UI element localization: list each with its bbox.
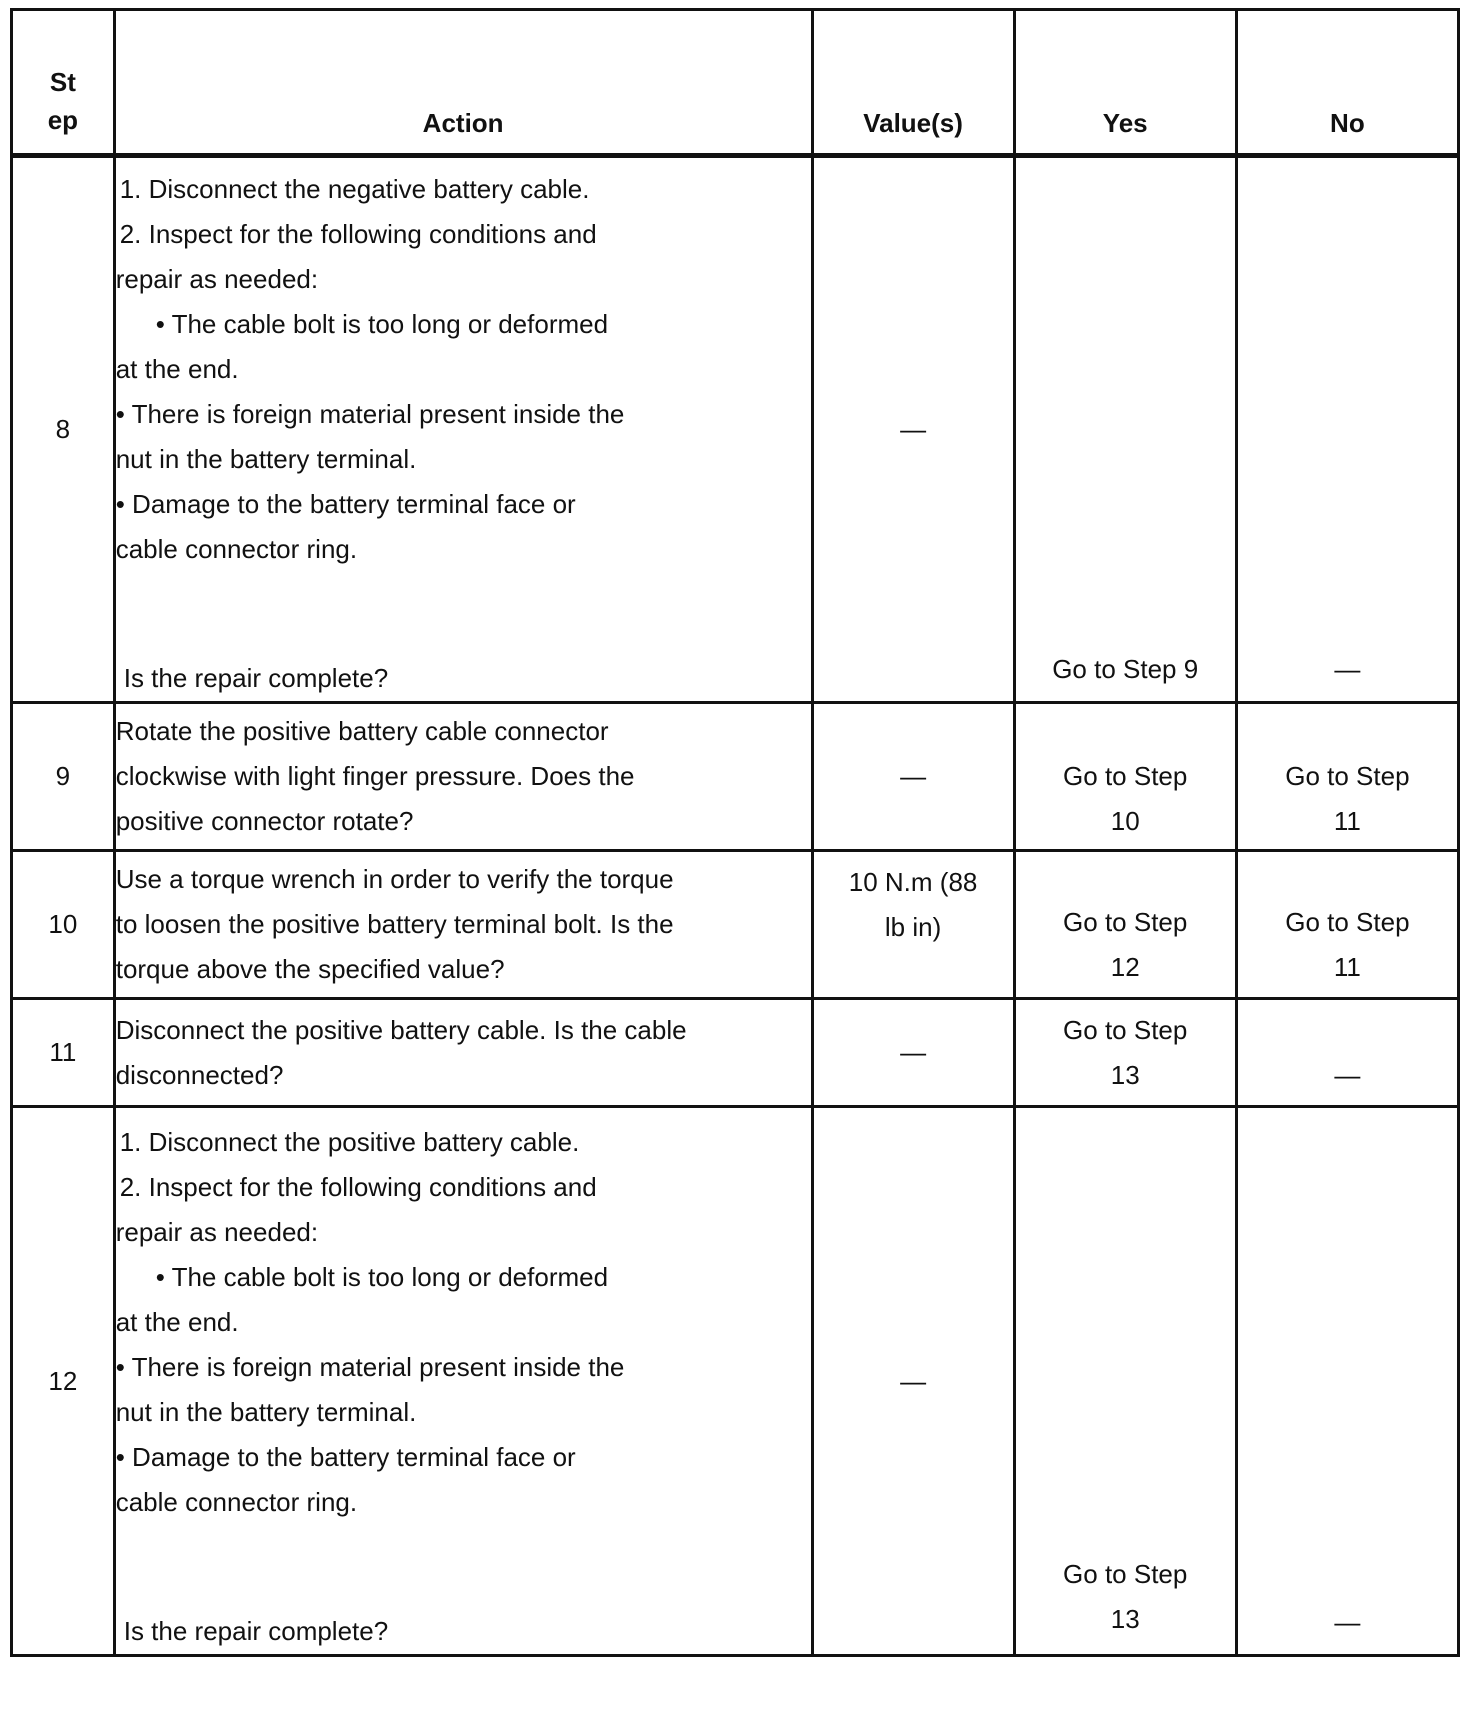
action-line: at the end. [115,354,239,384]
header-no: No [1236,10,1458,156]
action-line: • There is foreign material present inside the [115,1352,625,1382]
step-cell: 11 [12,999,115,1107]
action-question: Is the repair complete? [123,1616,389,1646]
no-cell [1236,703,1458,851]
yes-line: Go to Step [1063,761,1188,791]
no-text: — [1334,654,1361,684]
table-row [12,999,1459,1107]
no-text: — [1334,1607,1361,1637]
action-line: at the end. [115,1307,239,1337]
yes-text: Go to Step 9 [1052,654,1199,684]
yes-cell [1014,999,1236,1107]
action-cell [114,999,812,1107]
no-cell [1236,156,1458,703]
value-cell: — [812,1107,1014,1656]
step-cell: 8 [12,156,115,703]
value-line: lb in) [884,911,942,942]
no-cell [1236,999,1458,1107]
action-line: 1. Disconnect the positive battery cable. [119,1127,580,1157]
yes-line: 12 [1110,951,1140,982]
action-cell [114,703,812,851]
action-line: 2. Inspect for the following conditions and [119,219,597,249]
value-cell: — [812,156,1014,703]
action-line: nut in the battery terminal. [115,444,417,474]
value-cell: — [812,999,1014,1107]
yes-line: Go to Step [1063,906,1188,937]
yes-cell [1014,703,1236,851]
action-cell [114,851,812,999]
action-line: • There is foreign material present inside the [115,399,625,429]
yes-line: 13 [1110,1604,1140,1634]
no-line: Go to Step [1285,906,1410,937]
yes-cell [1014,1107,1236,1656]
action-line: • The cable bolt is too long or deformed [155,1262,609,1292]
header-yes: Yes [1014,10,1236,156]
action-line: Rotate the positive battery cable connector [115,716,609,746]
header-action: Action [114,10,812,156]
action-line: nut in the battery terminal. [115,1397,417,1427]
action-line: 1. Disconnect the negative battery cable. [119,174,590,204]
step-cell: 9 [12,703,115,851]
value-cell [812,851,1014,999]
yes-line: 10 [1110,806,1140,836]
action-cell [114,156,812,703]
step-cell: 10 [12,851,115,999]
no-line: Go to Step [1285,761,1410,791]
no-cell [1236,1107,1458,1656]
yes-line: Go to Step [1063,1014,1188,1045]
no-text: — [1334,1060,1361,1090]
action-question: Is the repair complete? [123,663,389,693]
diagnostic-table [10,8,1460,1657]
table-header-row [12,10,1459,156]
no-cell [1236,851,1458,999]
action-line: positive connector rotate? [115,806,414,836]
table-row [12,703,1459,851]
header-step-line-1: St [49,67,76,97]
action-line: 2. Inspect for the following conditions and [119,1172,597,1202]
header-step-line-2: ep [47,105,79,135]
no-line: 11 [1333,951,1361,982]
action-line: torque above the specified value? [115,954,505,984]
action-line: repair as needed: [115,1217,319,1247]
yes-cell [1014,851,1236,999]
no-line: 11 [1333,806,1361,836]
yes-cell [1014,156,1236,703]
action-line: • Damage to the battery terminal face or [115,489,576,519]
action-line: • Damage to the battery terminal face or [115,1442,576,1472]
action-line: clockwise with light finger pressure. Does the [115,761,635,791]
action-line: Use a torque wrench in order to verify the torque [115,864,674,894]
action-line: to loosen the positive battery terminal bolt. Is the [115,909,674,939]
yes-line: Go to Step [1063,1559,1188,1589]
table-row [12,1107,1459,1656]
action-line: Disconnect the positive battery cable. Is the cable [115,1014,687,1045]
action-line: cable connector ring. [115,534,358,564]
action-line: cable connector ring. [115,1487,358,1517]
table-row [12,851,1459,999]
action-line: • The cable bolt is too long or deformed [155,309,609,339]
header-step [12,10,115,156]
yes-line: 13 [1110,1059,1140,1090]
action-line: disconnected? [115,1059,284,1090]
header-values: Value(s) [812,10,1014,156]
table-row [12,156,1459,703]
action-cell [114,1107,812,1656]
value-line: 10 N.m (88 [848,866,978,897]
action-line: repair as needed: [115,264,319,294]
value-cell: — [812,703,1014,851]
step-cell: 12 [12,1107,115,1656]
